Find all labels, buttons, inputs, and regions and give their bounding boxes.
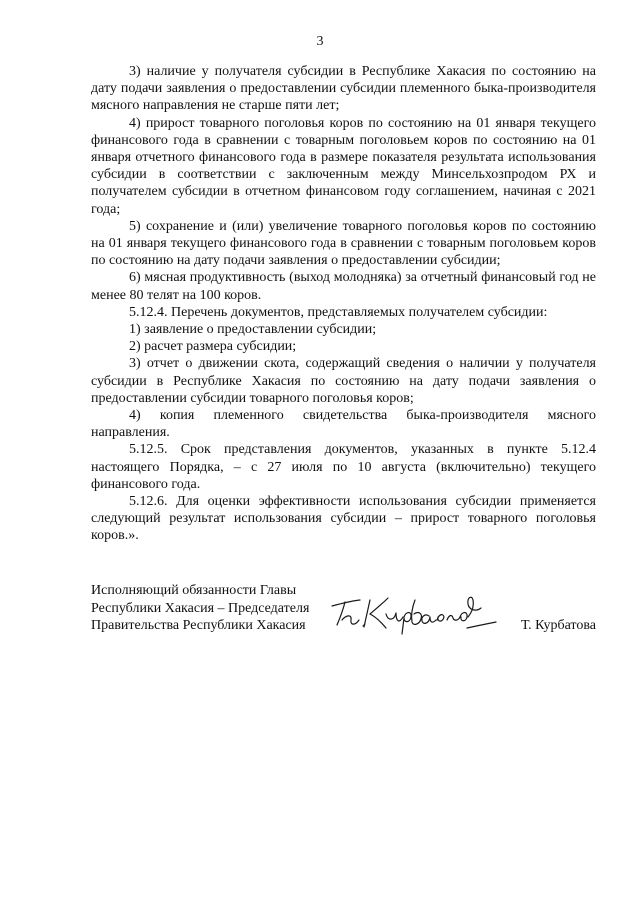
paragraph-5-12-4-heading: 5.12.4. Перечень документов, представляемых получателем субсидии: bbox=[129, 304, 548, 320]
paragraph-doc-item-2: 2) расчет размера субсидии; bbox=[129, 339, 297, 355]
signer-title-line-1: Исполняющий обязанности Главы bbox=[91, 583, 297, 598]
paragraph-5-12-6: 5.12.6. Для оценки эффективности использования субсидии применяется следующий результат использования субсидии – прирост товарного поголовья коров.». bbox=[91, 494, 596, 544]
signature-block bbox=[91, 582, 596, 642]
signer-title bbox=[91, 582, 309, 635]
signer-name: Т. Курбатова bbox=[521, 618, 596, 633]
handwritten-signature bbox=[326, 584, 501, 636]
page-number: 3 bbox=[316, 34, 324, 49]
signer-title-line-3: Правительства Республики Хакасия bbox=[91, 618, 306, 633]
paragraph-item-5-herd-preservation: 5) сохранение и (или) увеличение товарного поголовья коров по состоянию на 01 января текущего финансового года в сравнении с товарным поголовьем коров по состоянию на дату подачи заявления о предоставлении субсидии; bbox=[91, 218, 596, 269]
paragraph-item-4-herd-growth: 4) прирост товарного поголовья коров по состоянию на 01 января текущего финансового года в сравнении с товарным поголовьем коров по состоянию на 01 января отчетного финансового года в размере показателя результата использования субсидии в соответствии с заключенным между Минсельхозпродом РХ и получателем субсидии в отчетном финансовом году соглашением, начиная с 2021 года; bbox=[91, 115, 596, 217]
paragraph-item-3-bull-age: 3) наличие у получателя субсидии в Республике Хакасия по состоянию на дату подачи заявления о предоставлении субсидии племенного быка-производителя мясного направления не старше пяти лет; bbox=[91, 64, 596, 114]
paragraph-doc-item-3: 3) отчет о движении скота, содержащий сведения о наличии у получателя субсидии в Республике Хакасия по состоянию на дату подачи заявления о предоставлении субсидии товарного поголовья коров; bbox=[91, 356, 596, 406]
paragraph-5-12-5: 5.12.5. Срок представления документов, указанных в пункте 5.12.4 настоящего Порядка, – с 27 июля по 10 августа (включительно) текущего финансового года. bbox=[91, 442, 596, 492]
signer-title-line-2: Республики Хакасия – Председателя bbox=[91, 600, 310, 616]
document-body bbox=[91, 63, 596, 545]
paragraph-item-6-meat-productivity: 6) мясная продуктивность (выход молодняка) за отчетный финансовый год не менее 80 телят на 100 коров. bbox=[91, 270, 596, 303]
paragraph-doc-item-4: 4) копия племенного свидетельства быка-производителя мясного направления. bbox=[91, 408, 596, 441]
paragraph-doc-item-1: 1) заявление о предоставлении субсидии; bbox=[129, 322, 377, 338]
